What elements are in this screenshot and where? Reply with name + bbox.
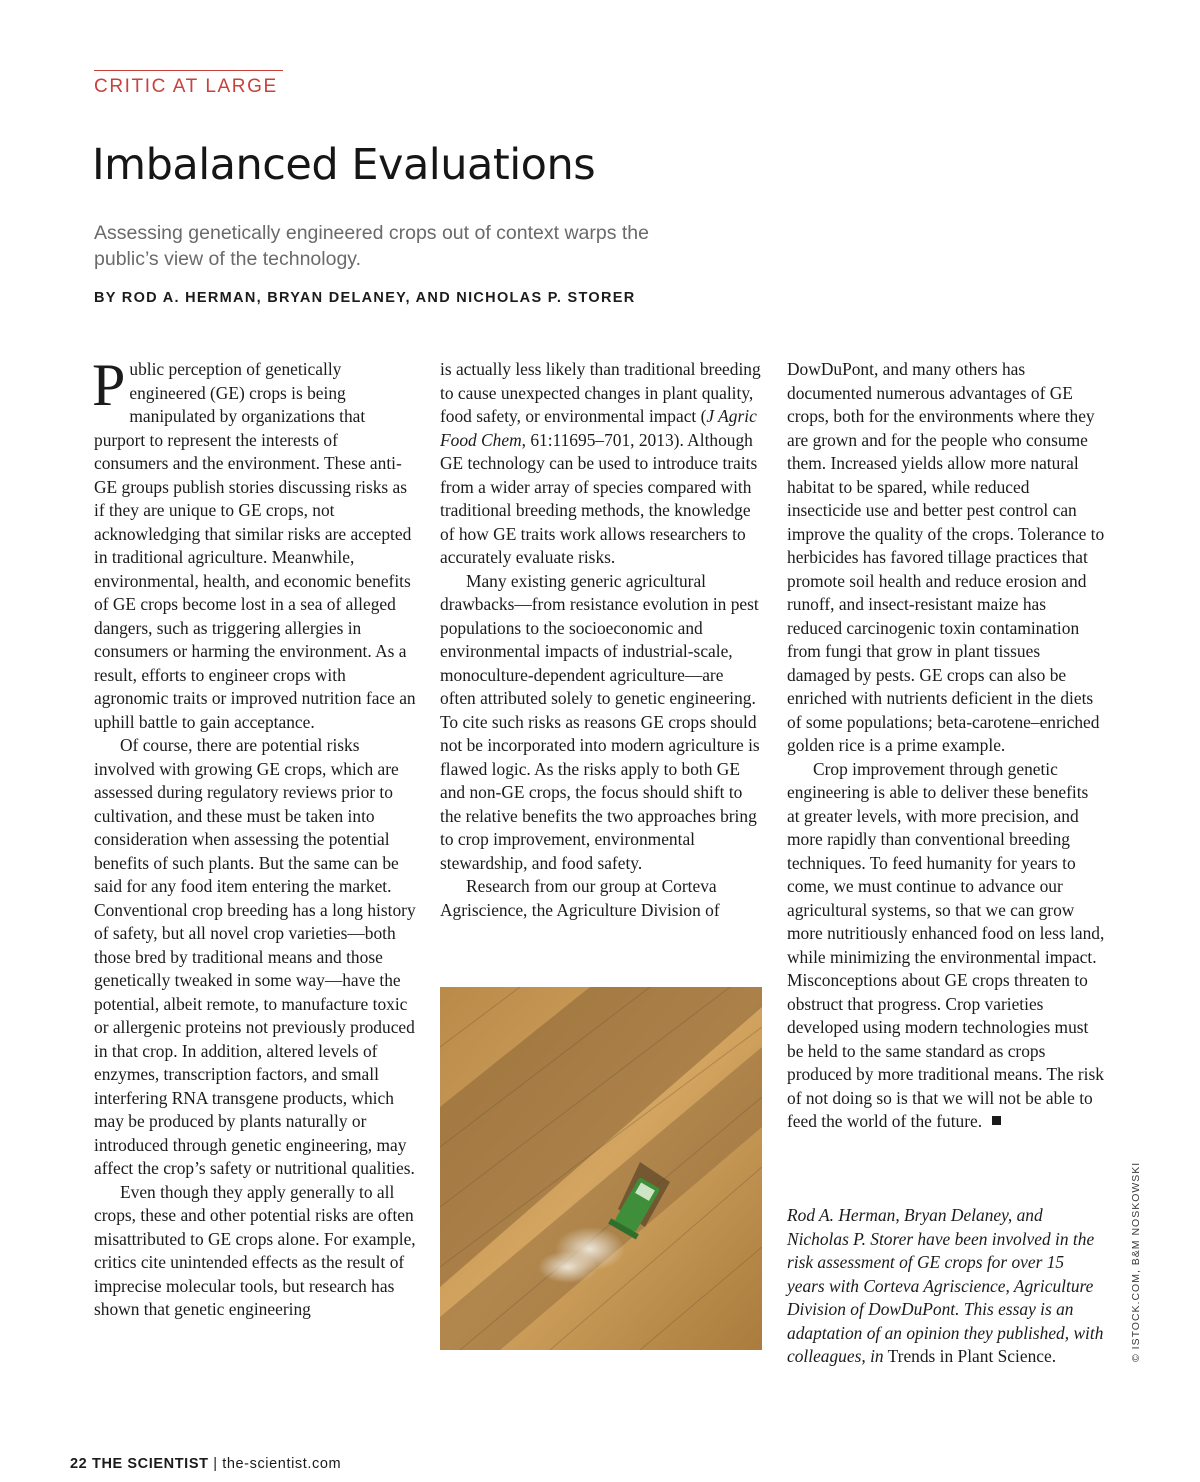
paragraph: Even though they apply generally to all crops, these and other potential risks are often misattributed to GE crops alone. For example, critics cite unintended effects as the result of imprecise molecular tools, but research has shown that genetic engineering bbox=[94, 1181, 416, 1319]
paragraph: Many existing generic agricultural drawbacks—from resistance evolution in pest populations to the socioeconomic and environmental impacts of industrial-scale, monoculture-dependent agriculture—are often attributed solely to genetic engineering. To cite such risks as reasons GE crops should not be incorporated into modern agriculture is flawed logic. As the risks apply to both GE and non-GE crops, the focus should shift to the relative benefits the two approaches bring to crop improvement, environmental stewardship, and food safety. bbox=[440, 570, 760, 873]
paragraph bbox=[440, 358, 762, 570]
magazine-url[interactable]: the-scientist.com bbox=[222, 1456, 342, 1472]
article-dek: Assessing genetically engineered crops out of context warps the public’s view of the technology. bbox=[94, 222, 649, 270]
paragraph-text: Crop improvement through genetic engineering is able to deliver these benefits at greater levels, with more precision, and more rapidly than conventional breeding techniques. To feed humanity for years to come, we must continue to advance our agricultural systems, so that we can grow more nutritiously enhanced food on less land, while minimizing the environmental impact. Misconceptions about GE crops threaten to obstruct that progress. Crop varieties developed using modern technologies must be held to the same standard as crops produced by more traditional means. The risk of not doing so is that we will not be able to feed the world of the future. bbox=[787, 758, 1105, 1131]
end-mark-icon bbox=[992, 1116, 1001, 1125]
footer-separator: | bbox=[213, 1456, 218, 1472]
journal-name: Trends in Plant Science. bbox=[887, 1346, 1057, 1366]
section-rule bbox=[94, 70, 283, 71]
article-title: Imbalanced Evaluations bbox=[92, 140, 596, 190]
paragraph: Of course, there are potential risks involved with growing GE crops, which are assessed during regulatory reviews prior to cultivation, and these must be taken into consideration when assessing the potential benefits of such plants. But the same can be said for any food item entering the market. Conventional crop breeding has a long history of safety, but all novel crop varieties—both those bred by traditional means and those genetically tweaked in some way—have the potential, albeit remote, to manufacture toxic or allergenic proteins not previously produced in that crop. In addition, altered levels of enzymes, transcription factors, and small interfering RNA transgene products, which may be produced by plants naturally or introduced through genetic engineering, may affect the crop’s safety or nutritional qualities. bbox=[94, 735, 416, 1178]
body-column-2 bbox=[440, 358, 762, 922]
author-bio-text: Rod A. Herman, Bryan Delaney, and Nicholas P. Storer have been involved in the risk assessment of GE crops for over 15 years with Corteva Agriscience, Agriculture Division of DowDuPont. This essay is an adaptation of an opinion they published, with colleagues, in bbox=[787, 1205, 1104, 1366]
article-byline: BY ROD A. HERMAN, BRYAN DELANEY, AND NICHOLAS P. STORER bbox=[94, 290, 636, 306]
page-footer bbox=[70, 1456, 341, 1472]
body-column-3 bbox=[787, 358, 1105, 1134]
section-label: CRITIC AT LARGE bbox=[94, 76, 278, 97]
paragraph: DowDuPont, and many others has documented numerous advantages of GE crops, both for the environments where they are grown and for the people who consume them. Increased yields allow more natural habitat to be spared, while reduced insecticide use and better pest control can improve the quality of the crops. Tolerance to herbicides has favored tillage practices that promote soil health and reduce erosion and runoff, and insect-resistant maize has reduced carcinogenic toxin contamination from fungi that grow in plant tissues damaged by pests. GE crops can also be enriched with nutrients deficient in the diets of some populations; beta-carotene–enriched golden rice is a prime example. bbox=[787, 359, 1105, 755]
paragraph-text: ublic perception of genetically engineered (GE) crops is being manipulated by organizations that purport to represent the interests of consumers and the environment. These anti-GE groups publish stories discussing risks as if they are unique to GE crops, not acknowledging that similar risks are accepted in traditional agriculture. Meanwhile, environmental, health, and economic benefits of GE crops become lost in a sea of alleged dangers, such as triggering allergies in consumers or harming the environment. As a result, efforts to engineer crops with agronomic traits or improved nutrition face an uphill battle to gain acceptance. bbox=[94, 359, 416, 732]
citation: J Agric Food Chem bbox=[440, 406, 757, 450]
paragraph bbox=[787, 758, 1105, 1134]
paragraph-text: , 61:11695–701, 2013). Although GE technology can be used to introduce traits from a wider array of species compared with traditional breeding methods, the knowledge of how GE traits work allows researchers to accurately evaluate risks. bbox=[440, 429, 758, 567]
paragraph bbox=[92, 352, 416, 734]
harvest-field-photo bbox=[440, 987, 762, 1350]
paragraph: Research from our group at Corteva Agriscience, the Agriculture Division of bbox=[440, 876, 720, 920]
author-bio bbox=[787, 1204, 1105, 1369]
page-number: 22 bbox=[70, 1456, 88, 1472]
dust-cloud bbox=[538, 1251, 598, 1283]
body-column-1 bbox=[92, 352, 416, 1322]
paragraph-text: is actually less likely than traditional breeding to cause unexpected changes in plant quality, food safety, or environmental impact ( bbox=[440, 359, 761, 426]
harvest-illustration bbox=[440, 987, 762, 1350]
photo-credit: © ISTOCK.COM, B&M NOSKOWSKI bbox=[1130, 1161, 1142, 1362]
drop-cap: P bbox=[92, 352, 126, 418]
magazine-name: THE SCIENTIST bbox=[91, 1456, 209, 1472]
